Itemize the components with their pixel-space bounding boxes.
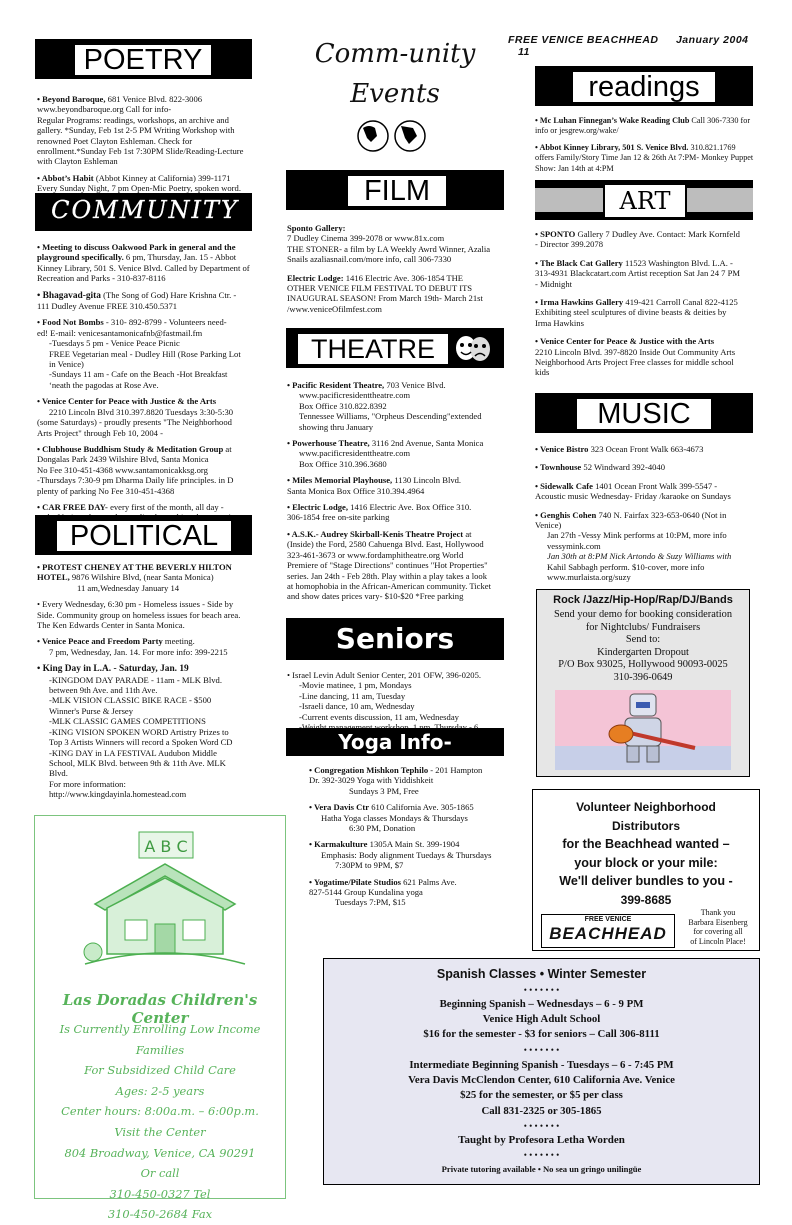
art-banner <box>535 180 753 220</box>
page-title <box>286 34 504 114</box>
music-heading: MUSIC <box>575 397 713 431</box>
art-section: • SPONTO Gallery 7 Dudley Ave. Contact: Mark Kornfeld - Director 399.2078 • The Black Cat Gallery 11523 Washington Blvd. L.A. - 313-4931 Blackcatart.com Artist reception Sat Jan 24 7 PM - Midnight • Irma Hawkins Gallery 419-421 Carroll Canal 822-4125 Exhibiting steel sculptures of divine beasts & deities by Irma Hawkins • Venice Center for Peace & Justice with the Arts 2210 Lincoln Blvd. 397-8820 Inside Out Community Arts Neighborhood Arts Project Free classes for middle school kids <box>535 229 741 378</box>
spanish-title: Spanish Classes • Winter Semester <box>436 967 647 981</box>
film-banner <box>286 170 504 210</box>
political-heading: POLITICAL <box>55 519 233 553</box>
theatre-section: • Pacific Resident Theatre, 703 Venice Blvd. www.pacificresidenttheatre.com Box Office 310.822.8392 Tennessee Williams, "Orpheus Descending"extended showing thru January • Powerhouse Theatre, 3116 2nd Avenue, Santa Monica www.pacificresidenttheatre.com Box Office 310.396.3680 • Miles Memorial Playhouse, 1130 Lincoln Blvd. Santa Monica Box Office 310.394.4964 • Electric Lodge, 1416 Electric Ave. Box Office 310. 306-1854 free on-site parking • A.S.K.- Audrey Skirball-Kenis Theatre Project at (Inside) the Ford, 2580 Cahuenga Blvd. East, Hollywood 323-461-3673 or www.fordamphitheatre.org World Premiere of "Stage Directions" continues "Hot Properties" series. Jan 24th - Feb 28th. Play within a play takes a look at homophobia in the African-American community. Ticket and show dates prices vary- $10-$20 *Free parking <box>287 380 491 602</box>
spanish-teacher: Taught by Profesora Letha Worden <box>458 1134 625 1146</box>
theatre-banner <box>286 328 504 368</box>
theatre-heading: THEATRE <box>296 332 450 366</box>
spanish-footer: Private tutoring available • No sea un gringo unilingüe <box>441 1164 642 1174</box>
poetry-heading: POETRY <box>73 43 213 77</box>
masthead <box>508 34 760 58</box>
theatre-masks-icon <box>452 334 494 362</box>
art-heading: ART <box>603 183 687 219</box>
title-line-1: Comm-unity <box>314 39 476 69</box>
volunteer-text: Volunteer Neighborhood Distributors for the Beachhead wanted – your block or your mile: We'll deliver bundles to you - 399-8685 <box>559 800 733 907</box>
volunteer-thanks: Thank you Barbara Eisenberg for covering all of Lincoln Place! <box>688 908 748 946</box>
community-banner <box>35 193 252 231</box>
title-line-2: Events <box>350 79 440 109</box>
community-section: • Meeting to discuss Oakwood Park in general and the playground specifically. 6 pm, Thursday, Jan. 15 - Abbot Kinney Library, 501 S. Venice Blvd. Called by Department of Recreation and Parks - 310-837-8116 • Bhagavad-gita (The Song of God) Hare Krishna Ctr. - 111 Dudley Avenue FREE 310.450.5371 • Food Not Bombs - 310- 892-8799 - Volunteers need- ed! E-mail: venicesantamonicafnb@fastmail.fm -Tuesdays 5 pm - Venice Peace Picnic FREE Vegetarian meal - Dudley Hill (Rose Parking Lot in Venice) -Sundays 11 am - Cafe on the Beach -Hot Breakfast ‘neath the pagodas at Rose Ave. • Venice Center for Peace with Justice & the Arts 2210 Lincoln Blvd 310.397.8820 Tuesdays 3:30-5:30 (some Saturdays) - proudly presents "The Neighborhood Arts Project" through Feb 10, 2004 - • Clubhouse Buddhism Study & Meditation Group at Dongalas Park 2439 Wilshire Blvd, Santa Monica No Fee 310-451-4368 www.santamonicakksg.org -Thursdays 7:30-9 pm Dharma Daily life principles. in D plenty of parking No Fee 310-451-4368 • CAR FREE DAY- every first of the month, all day - <box>37 242 250 512</box>
masthead-date: January 2004 <box>675 34 749 46</box>
readings-banner <box>535 66 753 106</box>
music-section: • Venice Bistro 323 Ocean Front Walk 663-4673 • Townhouse 52 Windward 392-4040 • Sidewalk Cafe 1401 Ocean Front Walk 399-5547 - Acoustic music Wednesday- Friday /karaoke on Sundays • Genghis Cohen 740 N. Fairfax 323-653-0640 (Not in Venice) Jan 27th -Vessy Mink performs at 10:PM, more info vessymink.com Jan 30th at 8:PM Nick Artondo & Suzy Williams with Kahil Sabbagh perform. $10-cover, more info www.murlaista.org/suzy <box>535 444 732 583</box>
film-section: Sponto Gallery: 7 Dudley Cinema 399-2078 or www.81x.com THE STONER- a film by LA Weekly Awrd Winner, Azalia Snails azaliasnail.com/more info, call 306-7330 Electric Lodge: 1416 Electric Ave. 306-1854 THE OTHER VENICE FILM FESTIVAL TO DEBUT ITS INAUGURAL SEASON! From March 19th- March 21st /www.veniceOfilmfest.com <box>287 223 491 314</box>
political-section: • PROTEST CHENEY AT THE BEVERLY HILTON HOTEL, 9876 Wilshire Blvd, (near Santa Monica) 11 am,Wednesday January 14 • Every Wednesday, 6:30 pm - Homeless issues - Side by Side. Community group on homeless issues for beach area. The Ken Edwards Center in Santa Monica. • Venice Peace and Freedom Party meeting. 7 pm, Wednesday, Jan. 14. For more info: 399-2215 • King Day in L.A. - Saturday, Jan. 19 -KINGDOM DAY PARADE - 11am - MLK Blvd. between 9th Ave. and 11th Ave. -MLK VISION CLASSIC BIKE RACE - $500 Winner's Purse & Jersey -MLK CLASSIC GAMES COMPETITIONS -KING VISION SPOKEN WORD Artistry Prizes to Top 3 Artists Winners will record a Spoken Word CD -KING DAY in LA FESTIVAL Audubon Middle School, MLK Blvd. between 9th & 11th Ave. MLK Blvd. For more information: http://www.kingdayinla.homestead.com <box>37 562 241 800</box>
globe-icon <box>355 118 429 154</box>
community-heading: COMMUNITY <box>51 196 239 224</box>
yoga-heading: Yoga Info- <box>286 728 504 756</box>
beachhead-logo: FREE VENICE BEACHHEAD <box>541 914 675 948</box>
poetry-banner <box>35 39 252 79</box>
masthead-page: 11 <box>518 46 530 58</box>
abc-sign: A B C <box>144 837 188 856</box>
childcare-details: Is Currently Enrolling Low Income Families For Subsidized Child Care Ages: 2-5 years Center hours: 8:00a.m. – 6:00p.m. Visit the Center 804 Broadway, Venice, CA 90291 Or call 310-450-0327 Tel 310-450-2684 Fax <box>59 1022 261 1222</box>
childcare-name: Las Doradas Children's Center <box>62 991 258 1027</box>
spanish-beginning: Beginning Spanish – Wednesdays – 6 - 9 PM Venice High Adult School $16 for the semester - $3 for seniors – Call 306-8111 <box>423 998 660 1041</box>
seniors-section: • Israel Levin Adult Senior Center, 201 OFW, 396-0205. -Movie matinee, 1 pm, Mondays -Line dancing, 11 am, Tuesday -Israeli dance, 10 am, Wednesday -Current events discussion, 11 am, Wednesday <box>287 670 482 722</box>
robot-guitar-illustration <box>555 690 731 770</box>
yoga-section: • Congregation Mishkon Tephilo - 201 Hampton Dr. 392-3029 Yoga with Yiddishkeit Sundays 3 PM, Free • Vera Davis Ctr 610 California Ave. 305-1865 Hatha Yoga classes Mondays & Thursdays 6:30 PM, Donation • Karmakulture 1305A Main St. 399-1904 Emphasis: Body alignment Tuedays & Thursdays 7:30PM to 9PM, $7 • Yogatime/Pilate Studios 621 Palms Ave. 827-5144 Group Kundalina yoga Tuesdays 7:PM, $15 <box>309 765 492 908</box>
readings-heading: readings <box>571 70 717 104</box>
readings-section: • Mc Luhan Finnegan’s Wake Reading Club Call 306-7330 for info or jesgrew.org/wake/ • Abbot Kinney Library, 501 S. Venice Blvd. 310.821.1769 offers Family/Story Time Jan 12 & 26th At 7:PM- Monkey Puppet Show: Jan 14th at 4:PM <box>535 116 754 173</box>
spanish-intermediate: Intermediate Beginning Spanish - Tuesdays – 6 - 7:45 PM Vera Davis McClendon Center, 610 California Ave. Venice $25 for the semester, or $5 per class Call 831-2325 or 305-1865 <box>408 1059 675 1117</box>
childcare-ad <box>34 815 286 1222</box>
spanish-ad: Spanish Classes • Winter Semester • • • • • • • Beginning Spanish – Wednesdays – 6 - 9 PM Venice High Adult School $16 for the semester - $3 for seniors – Call 306-8111 • • • • • • • Intermediate Beginning Spanish - Tuesdays – 6 - 7:45 PM Vera Davis McClendon Center, 610 California Ave. Venice $25 for the semester, or $5 per class Call 831-2325 or 305-1865 • • • • • • • Taught by Profesora Letha Worden • • • • • • • Private tutoring available • No sea un gringo unilingüe <box>323 958 760 1185</box>
schoolhouse-illustration <box>75 824 255 974</box>
film-heading: FILM <box>346 174 448 208</box>
demo-ad <box>536 589 750 777</box>
poetry-section: • Beyond Baroque, 681 Venice Blvd. 822-3006 www.beyondbaroque.org Call for info- Regular Programs: readings, workshops, an archive and gallery. *Sunday, Feb 1st 2-5 PM Writing Workshop with renowned Poet Clayton Eshleman. Check for enrollment.*Sunday Feb 1st 7:30PM Slide/Reading-Lecture with Clayton Eshleman • Abbot’s Habit (Abbot Kinney at California) 399-1171 Every Sunday Night, 7 pm Open-Mic Poetry, spoken word. <box>37 94 244 194</box>
music-banner <box>535 393 753 433</box>
political-banner <box>35 515 252 555</box>
demo-details: Send your demo for booking consideration for Nightclubs/ Fundraisers Send to: Kindergarten Dropout P/O Box 93025, Hollywood 90093-0025 310-396-0649 <box>553 609 733 683</box>
seniors-heading: Seniors <box>286 618 504 660</box>
volunteer-ad <box>532 789 760 951</box>
masthead-paper: FREE VENICE BEACHHEAD <box>508 34 659 46</box>
demo-title: Rock /Jazz/Hip-Hop/Rap/DJ/Bands <box>553 594 733 606</box>
